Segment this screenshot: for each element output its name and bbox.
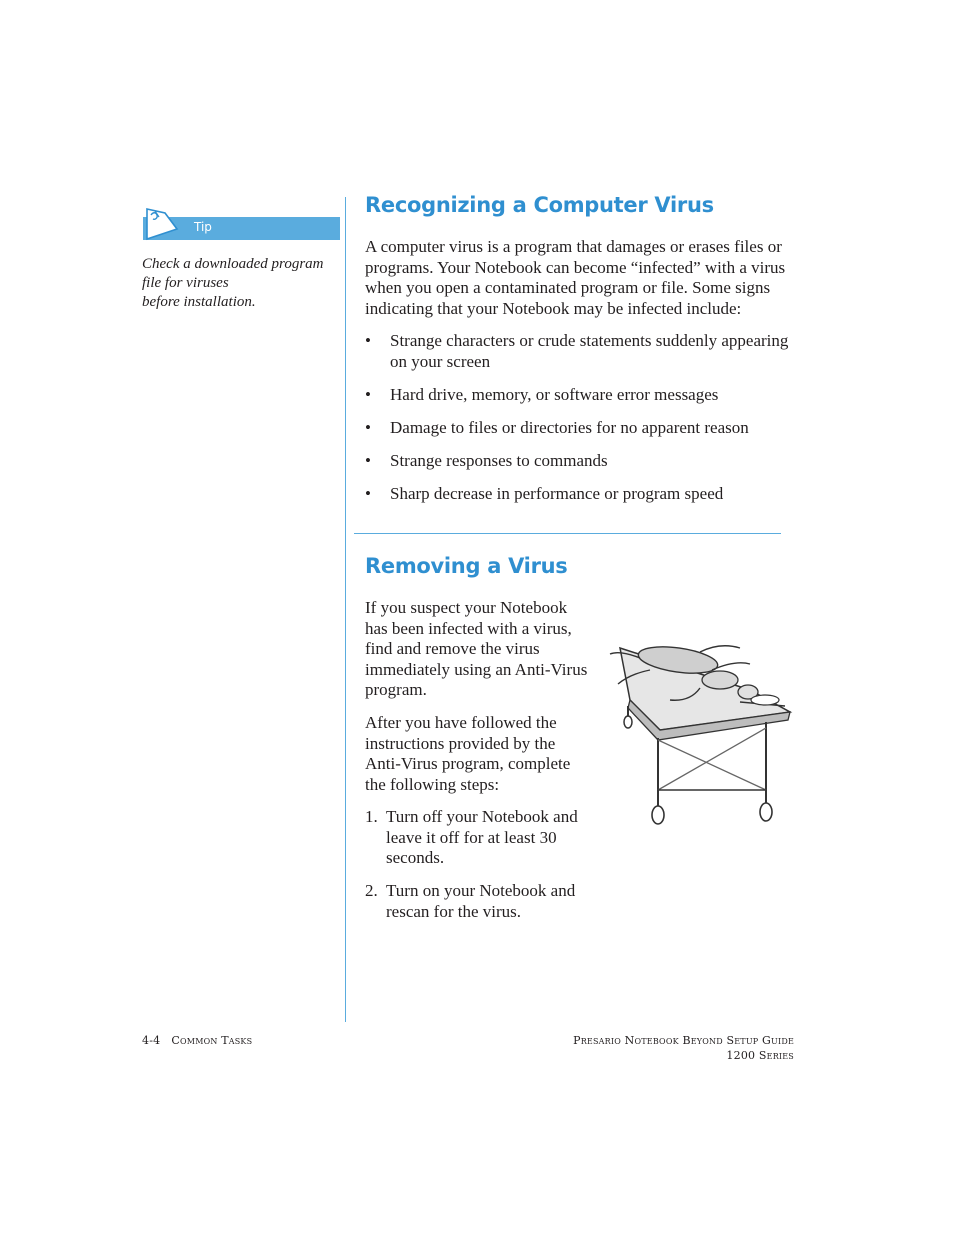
list-item-text: Sharp decrease in performance or program speed	[390, 483, 724, 503]
tip-label: Tip	[194, 220, 212, 234]
step-text: seconds.	[386, 848, 445, 868]
paragraph-line: the following steps:	[365, 774, 500, 794]
series-label: 1200 Series	[726, 1049, 794, 1062]
bullet: •	[365, 417, 371, 437]
section-heading-recognizing: Recognizing a Computer Virus	[365, 193, 714, 217]
bullet: •	[365, 450, 371, 470]
list-item	[365, 484, 805, 505]
step-number: 2.	[365, 881, 378, 901]
step-number: 1.	[365, 807, 378, 826]
guide-title: Presario Notebook Beyond Setup Guide	[573, 1034, 794, 1047]
list-item	[365, 385, 805, 406]
bullet: •	[365, 483, 371, 503]
paragraph-line: has been infected with a virus,	[365, 618, 572, 638]
removal-paragraph-2	[365, 713, 605, 795]
step-text: leave it off for at least 30	[386, 827, 557, 847]
paragraph-line: program.	[365, 680, 427, 700]
list-item	[365, 331, 805, 372]
column-divider	[345, 197, 346, 1022]
steps-list	[365, 807, 605, 935]
chapter-title: Common Tasks	[171, 1034, 253, 1047]
intro-line: indicating that your Notebook may be infected include:	[365, 298, 742, 318]
paragraph-line: find and remove the virus	[365, 639, 540, 659]
list-item-text: Hard drive, memory, or software error messages	[390, 384, 719, 404]
intro-line: A computer virus is a program that damages or erases files or	[365, 237, 782, 256]
list-item-text: on your screen	[390, 351, 491, 371]
step-text: Turn off your Notebook and	[386, 807, 578, 826]
bullet: •	[365, 331, 371, 350]
step-text: rescan for the virus.	[386, 901, 522, 921]
bullet: •	[365, 384, 371, 404]
page-number: 4-4	[142, 1034, 161, 1047]
hand-note-icon	[143, 207, 183, 241]
tip-line: Check a downloaded program	[142, 256, 324, 272]
list-item-text: Strange characters or crude statements suddenly appearing	[390, 331, 789, 350]
tip-text	[142, 255, 342, 312]
intro-paragraph	[365, 237, 805, 319]
tip-line: before installation.	[142, 294, 256, 310]
intro-line: when you open a contaminated program or file. Some signs	[365, 278, 771, 298]
footer-left	[142, 1034, 252, 1047]
paragraph-line: After you have followed the	[365, 713, 557, 732]
removal-paragraph-1	[365, 598, 605, 701]
step-item	[365, 881, 605, 922]
paragraph-line: Anti-Virus program, complete	[365, 754, 571, 774]
surgical-table-bug-illustration	[600, 640, 795, 830]
list-item-text: Damage to files or directories for no apparent reason	[390, 417, 749, 437]
symptom-list	[365, 331, 805, 517]
list-item-text: Strange responses to commands	[390, 450, 608, 470]
list-item	[365, 451, 805, 472]
paragraph-line: If you suspect your Notebook	[365, 598, 568, 617]
section-heading-removing: Removing a Virus	[365, 554, 568, 578]
step-text: Turn on your Notebook and	[386, 881, 576, 901]
paragraph-line: immediately using an Anti-Virus	[365, 659, 588, 679]
list-item	[365, 418, 805, 439]
step-item	[365, 807, 605, 869]
section-divider	[354, 533, 781, 534]
tip-line: file for viruses	[142, 275, 229, 291]
intro-line: programs. Your Notebook can become “infected” with a virus	[365, 257, 786, 277]
paragraph-line: instructions provided by the	[365, 733, 556, 753]
